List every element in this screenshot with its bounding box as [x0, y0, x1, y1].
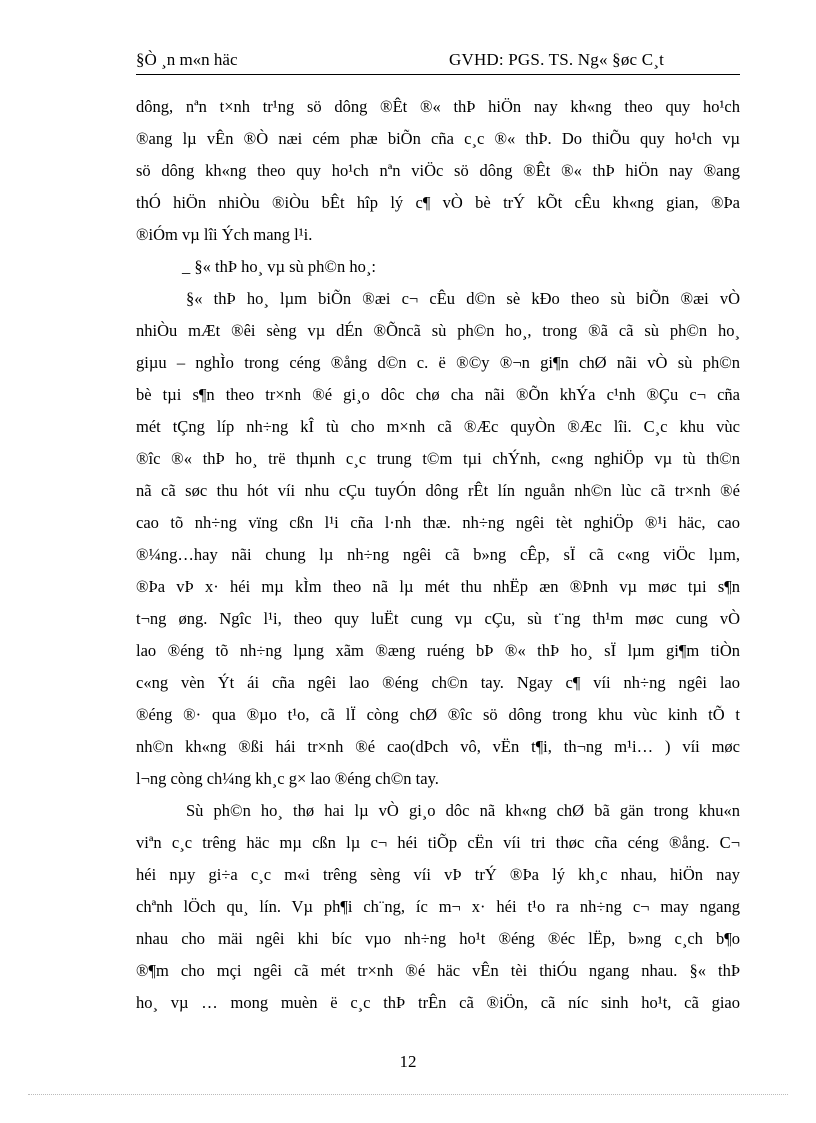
- text-line: l¬ng còng ch¼ng kh¸c g× lao ®éng ch©n tay.: [136, 769, 439, 788]
- text-line: giµu – nghÌo trong céng ®ång d©n c. ë ®©y ®¬n gi¶n chØ nãi vÒ sù ph©n: [136, 353, 740, 372]
- text-line: viªn c¸c trêng häc mµ cßn lµ c¬ héi tiÕp cËn víi tri thøc cña céng ®ång. C¬: [136, 833, 740, 852]
- text-line: dông, nªn t×nh tr¹ng sö dông ®Êt ®« thÞ hiÖn nay kh«ng theo quy ho¹ch: [136, 97, 740, 116]
- text-line: §« thÞ ho¸ lµm biÕn ®æi c¬ cÊu d©n sè kÐo theo sù biÕn ®æi vÒ: [186, 289, 740, 308]
- text-line: ®éng ®· qua ®µo t¹o, cã lÏ còng chØ ®îc sö dông trong khu vùc kinh tÕ t: [136, 705, 740, 724]
- page-header: [136, 50, 740, 75]
- text-line: c«ng vèn Ýt ái cña ngêi lao ®éng ch©n tay. Ngay c¶ víi nh÷ng ngêi lao: [136, 673, 740, 692]
- text-line: ®¼ng…hay nãi chung lµ nh÷ng ngêi cã b»ng cÊp, sÏ cã c«ng viÖc lµm,: [136, 545, 740, 564]
- text-line: ®iÓm vµ lîi Ých mang l¹i.: [136, 225, 313, 244]
- text-line: cao tõ nh÷ng vïng cßn l¹i cña l·nh thæ. nh÷ng ngêi tèt nghiÖp ®¹i häc, cao: [136, 513, 740, 532]
- text-line: ®¶m cho mçi ngêi cã mét tr×nh ®é häc vÊn tèi thiÓu ngang nhau. §« thÞ: [136, 961, 740, 980]
- text-line: ®Þa vÞ x· héi mµ kÌm theo nã lµ mét thu nhËp æn ®Þnh vµ møc tµi s¶n: [136, 577, 740, 596]
- body-text: [136, 91, 740, 1019]
- text-line: thÓ hiÖn nhiÒu ®iÒu bÊt hîp lý c¶ vÒ bè trÝ kÕt cÊu kh«ng gian, ®Þa: [136, 193, 740, 212]
- text-line: t¬ng øng. Ngîc l¹i, theo quy luËt cung vµ cÇu, sù t¨ng th¹m møc cung vÒ: [136, 609, 740, 628]
- text-line: bè tµi s¶n theo tr×nh ®é gi¸o dôc chø cha nãi ®Õn khÝa c¹nh ®Çu c¬ cña: [136, 385, 740, 404]
- text-line: nh©n kh«ng ®ßi hái tr×nh ®é cao(dÞch vô, vËn t¶i, th¬ng m¹i… ) víi møc: [136, 737, 740, 756]
- header-title: §Ò ¸n m«n häc: [136, 50, 238, 69]
- text-line: ®ang lµ vÊn ®Ò næi cém phæ biÕn cña c¸c ®« thÞ. Do thiÕu quy ho¹ch vµ: [136, 129, 740, 148]
- text-line: Sù ph©n ho¸ thø hai lµ vÒ gi¸o dôc nã kh«ng chØ bã gän trong khu«n: [186, 801, 740, 820]
- text-line: sö dông kh«ng theo quy ho¹ch nªn viÖc sö dông ®Êt ®« thÞ hiÖn nay ®ang: [136, 161, 740, 180]
- page-number: 12: [399, 1052, 417, 1071]
- header-supervisor: GVHD: PGS. TS. Ng« §øc C¸t: [449, 50, 665, 69]
- text-line: ho¸ vµ … mong muèn ë c¸c thÞ trÊn cã ®iÖn, cã níc sinh ho¹t, cã giao: [136, 993, 740, 1012]
- text-line: _ §« thÞ ho¸ vµ sù ph©n ho¸:: [182, 257, 376, 276]
- text-line: mét tÇng líp nh÷ng kÎ tù cho m×nh cã ®Æc quyÒn ®Æc lîi. C¸c khu vùc: [136, 417, 740, 436]
- text-line: nhiÒu mÆt ®êi sèng vµ dÉn ®Õncã sù ph©n ho¸, trong ®ã cã sù ph©n ho¸: [136, 321, 740, 340]
- bottom-divider: [28, 1094, 788, 1095]
- text-line: nã cã søc thu hót víi nhu cÇu tuyÓn dông rÊt lín nguån nh©n lùc cã tr×nh ®é: [136, 481, 740, 500]
- text-line: chªnh lÖch qu¸ lín. Vµ ph¶i ch¨ng, íc m¬ x· héi t¹o ra nh÷ng c¬ may ngang: [136, 897, 740, 916]
- text-line: nhau cho mäi ngêi khi bíc vµo nh÷ng ho¹t ®éng ®éc lËp, b»ng c¸ch b¶o: [136, 929, 740, 948]
- text-line: héi nµy gi÷a c¸c m«i trêng sèng víi vÞ trÝ ®Þa lý kh¸c nhau, hiÖn nay: [136, 865, 740, 884]
- text-line: ®îc ®« thÞ ho¸ trë thµnh c¸c trung t©m tµi chÝnh, c«ng nghiÖp vµ tù th©n: [136, 449, 740, 468]
- text-line: lao ®éng tõ nh÷ng lµng xãm ®æng ruéng bÞ ®« thÞ ho¸ sÏ lµm gi¶m tiÒn: [136, 641, 740, 660]
